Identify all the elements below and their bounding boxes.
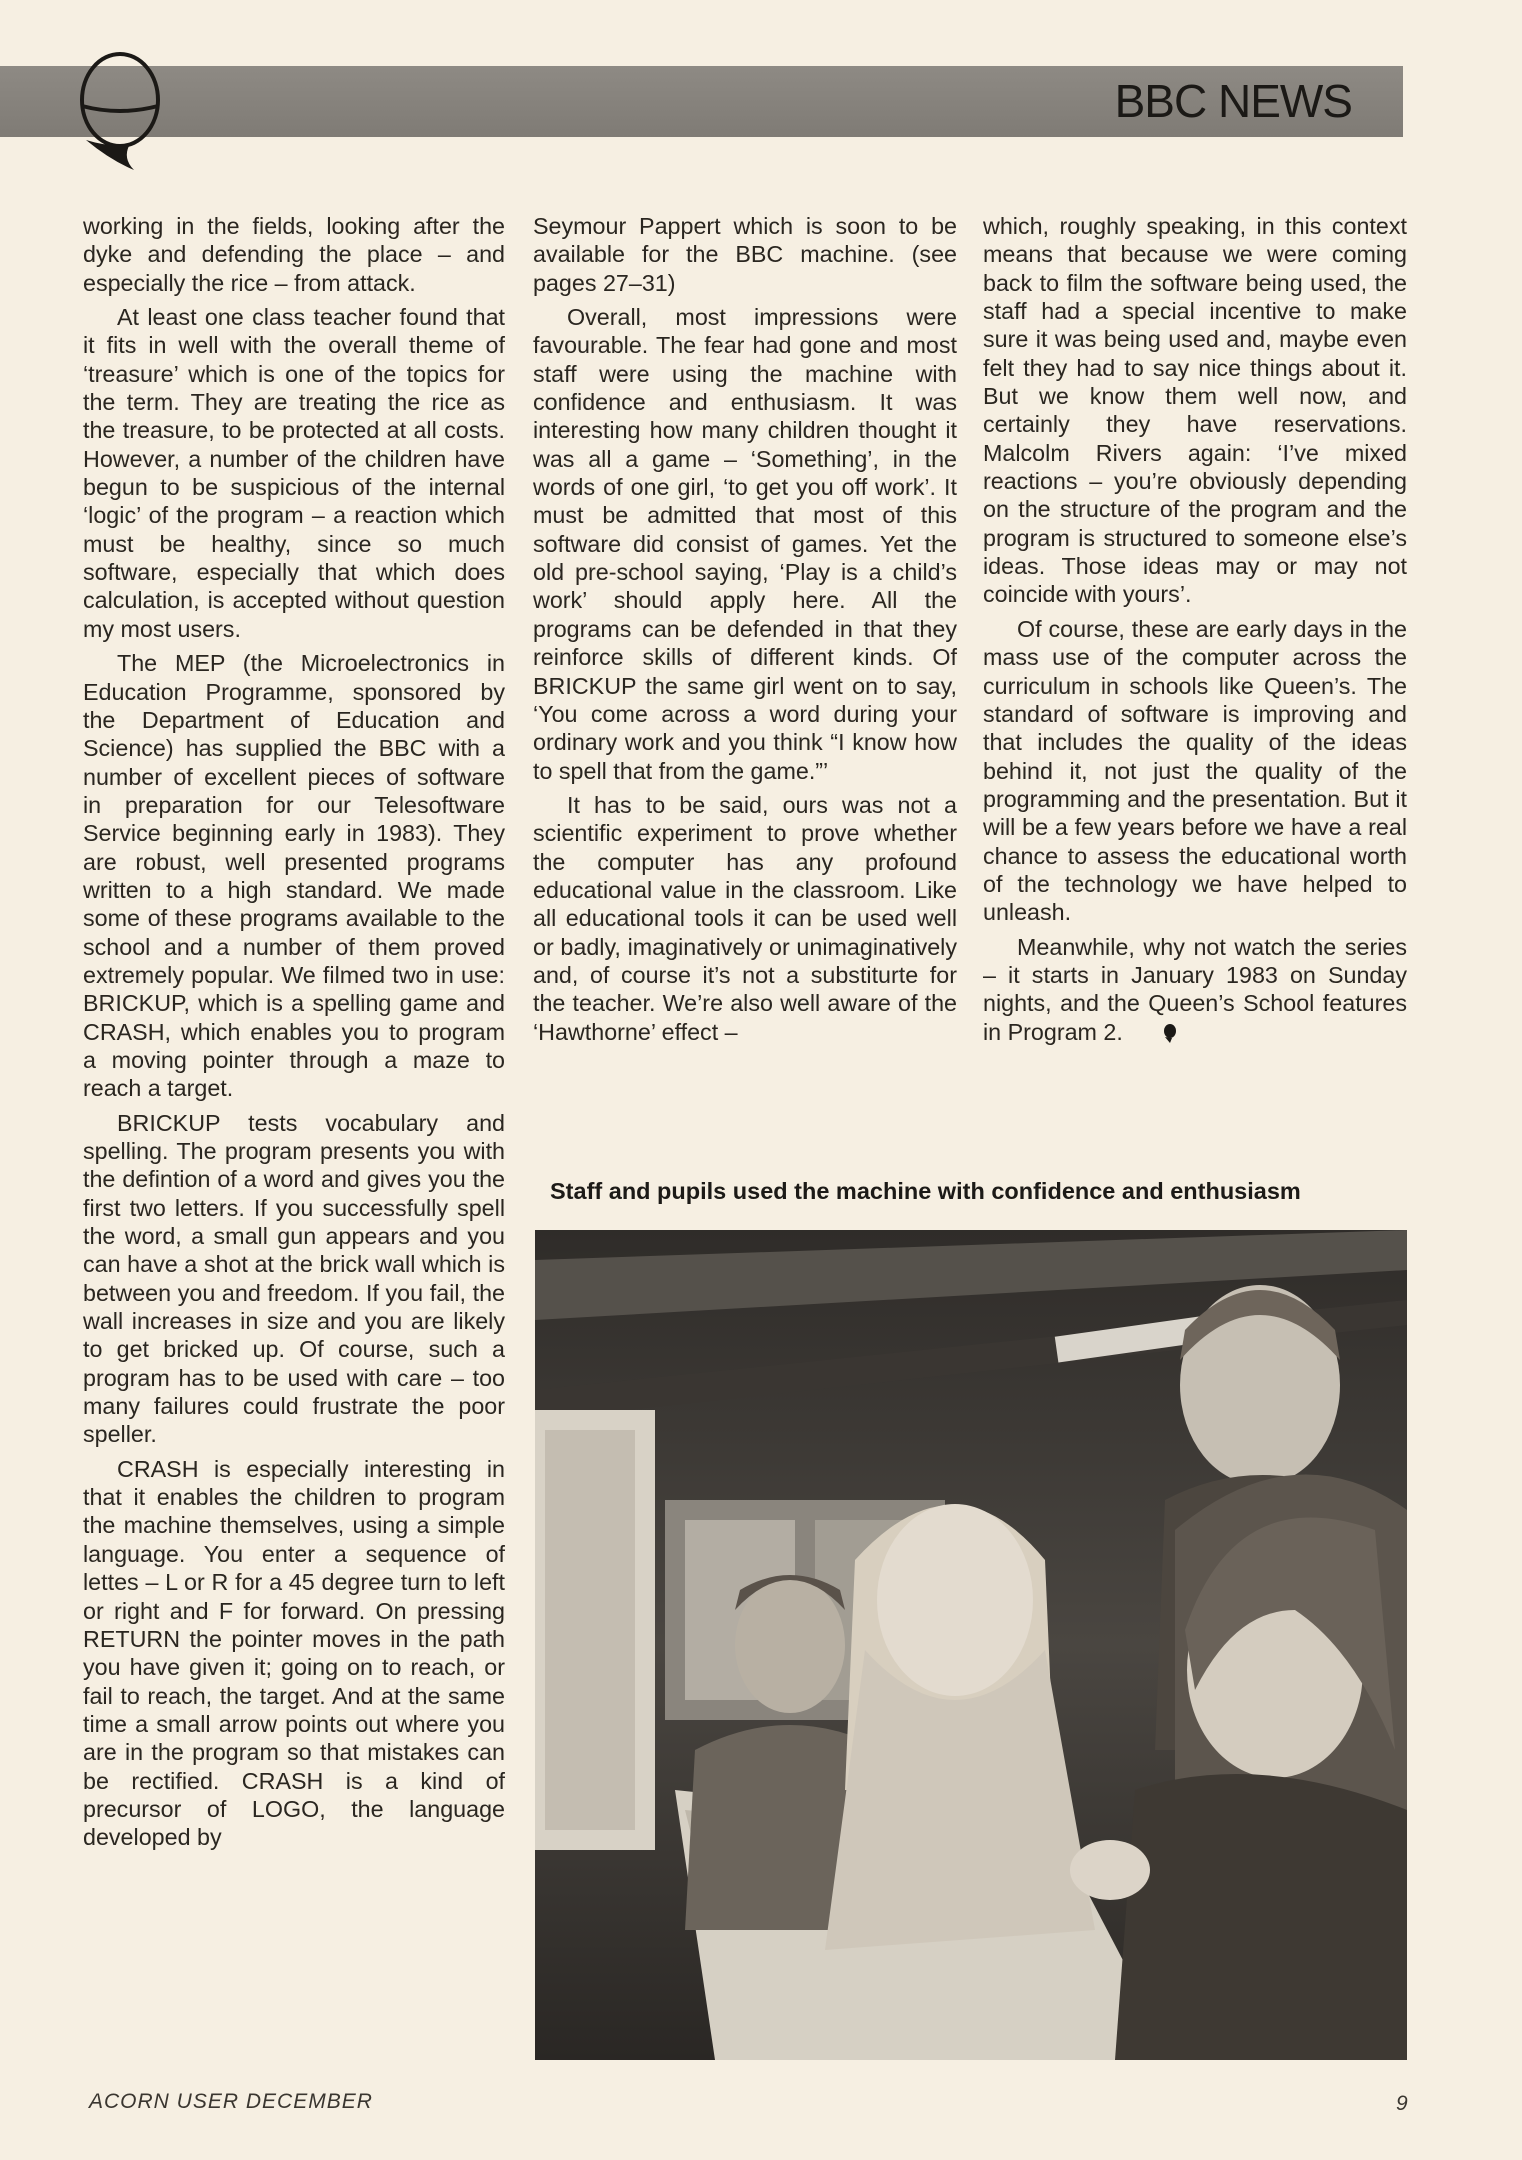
article-column-2 <box>533 212 957 1052</box>
paragraph: working in the fields, looking after the dyke and defending the place – and especially the rice – from attack. <box>83 213 505 296</box>
paragraph: BRICKUP tests vocabulary and spelling. The program presents you with the defintion of a word and gives you the first two letters. If you successfully spell the word, a small gun appears and you can have a shot at the brick wall which is between you and freedom. If you fail, the wall increases in size and you are likely to get bricked up. Of course, such a program has to be used with care – too many failures could frustrate the poor speller. <box>83 1109 505 1448</box>
paragraph: The MEP (the Microelectronics in Education Programme, sponsored by the Department of Education and Science) has supplied the BBC with a number of excellent pieces of software in preparation for our Telesoftware Service beginning early in 1983). They are robust, well presented programs written to a high standard. We made some of these programs available to the school and a number of them proved extremely popular. We filmed two in use: BRICKUP, which is a spelling game and CRASH, which enables you to program a moving pointer through a maze to reach a target. <box>83 650 505 1102</box>
paragraph: CRASH is especially interesting in that it enables the children to program the machine themselves, using a simple language. You enter a sequence of lettes – L or R for a 45 degree turn to left or right and F for forward. On pressing RETURN the pointer moves in the path you have given it; going on to reach, or fail to reach, the target. And at the same time a small arrow points out where you are in the program so that mistakes can be rectified. CRASH is a kind of precursor of LOGO, the language developed by <box>83 1455 505 1851</box>
classroom-photo <box>535 1230 1407 2060</box>
photo-caption: Staff and pupils used the machine with confidence and enthusiasm <box>550 1178 1301 1204</box>
paragraph: Seymour Pappert which is soon to be available for the BBC machine. (see pages 27–31) <box>533 213 957 296</box>
magazine-footer: ACORN USER DECEMBER <box>89 2090 373 2113</box>
page-number: 9 <box>1396 2092 1408 2115</box>
article-column-1 <box>83 212 505 1858</box>
children-at-computer-illustration <box>535 1230 1407 2060</box>
final-paragraph-text: Meanwhile, why not watch the series – it starts in January 1983 on Sunday nights, and the Queen’s School features in Program 2. <box>983 933 1407 1045</box>
end-of-article-icon <box>1163 1023 1177 1043</box>
article-column-3 <box>983 212 1407 1052</box>
paragraph: Of course, these are early days in the mass use of the computer across the curriculum in schools like Queen’s. The standard of software is improving and that includes the quality of the ideas behind it, not just the quality of the programming and the presentation. But it will be a few years before we have a real chance to assess the educational worth of the technology we have helped to unleash. <box>983 615 1407 926</box>
paragraph: which, roughly speaking, in this context means that because we were coming back to film the software being used, the staff had a special incentive to make sure it was being used and, maybe even felt they had to say nice things about it. But we know them well now, and certainly they have reservations. Malcolm Rivers again: ‘I’ve mixed reactions – you’re obviously depending on the structure of the program and the program is structured to someone else’s ideas. Those ideas may or may not coincide with yours’. <box>983 213 1407 608</box>
acorn-logo-icon <box>72 48 168 172</box>
paragraph: Overall, most impressions were favourable. The fear had gone and most staff were using the machine with confidence and enthusiasm. It was interesting how many children thought it was all a game – ‘Something’, in the words of one girl, ‘to get you off work’. It must be admitted that most of this software did consist of games. Yet the old pre-school saying, ‘Play is a child’s work’ should apply here. All the programs can be defended in that they reinforce skills of different kinds. Of BRICKUP the same girl went on to say, ‘You come across a word during your ordinary work and you think “I know how to spell that from the game.”’ <box>533 304 957 784</box>
section-title: BBC NEWS <box>1114 75 1352 127</box>
paragraph: It has to be said, ours was not a scientific experiment to prove whether the computer has any profound educational value in the classroom. Like all educational tools it can be used well or badly, imaginatively or unimaginatively and, of course it’s not a substiturte for the teacher. We’re also well aware of the ‘Hawthorne’ effect – <box>533 791 957 1045</box>
paragraph: At least one class teacher found that it fits in well with the overall theme of ‘treasure’ which is one of the topics for the term. They are treating the rice as the treasure, to be protected at all costs. However, a number of the children have begun to be suspicious of the internal ‘logic’ of the program – a reaction which must be healthy, since so much software, especially that which does calculation, is accepted without question my most users. <box>83 304 505 642</box>
paragraph-final <box>983 933 1407 1046</box>
